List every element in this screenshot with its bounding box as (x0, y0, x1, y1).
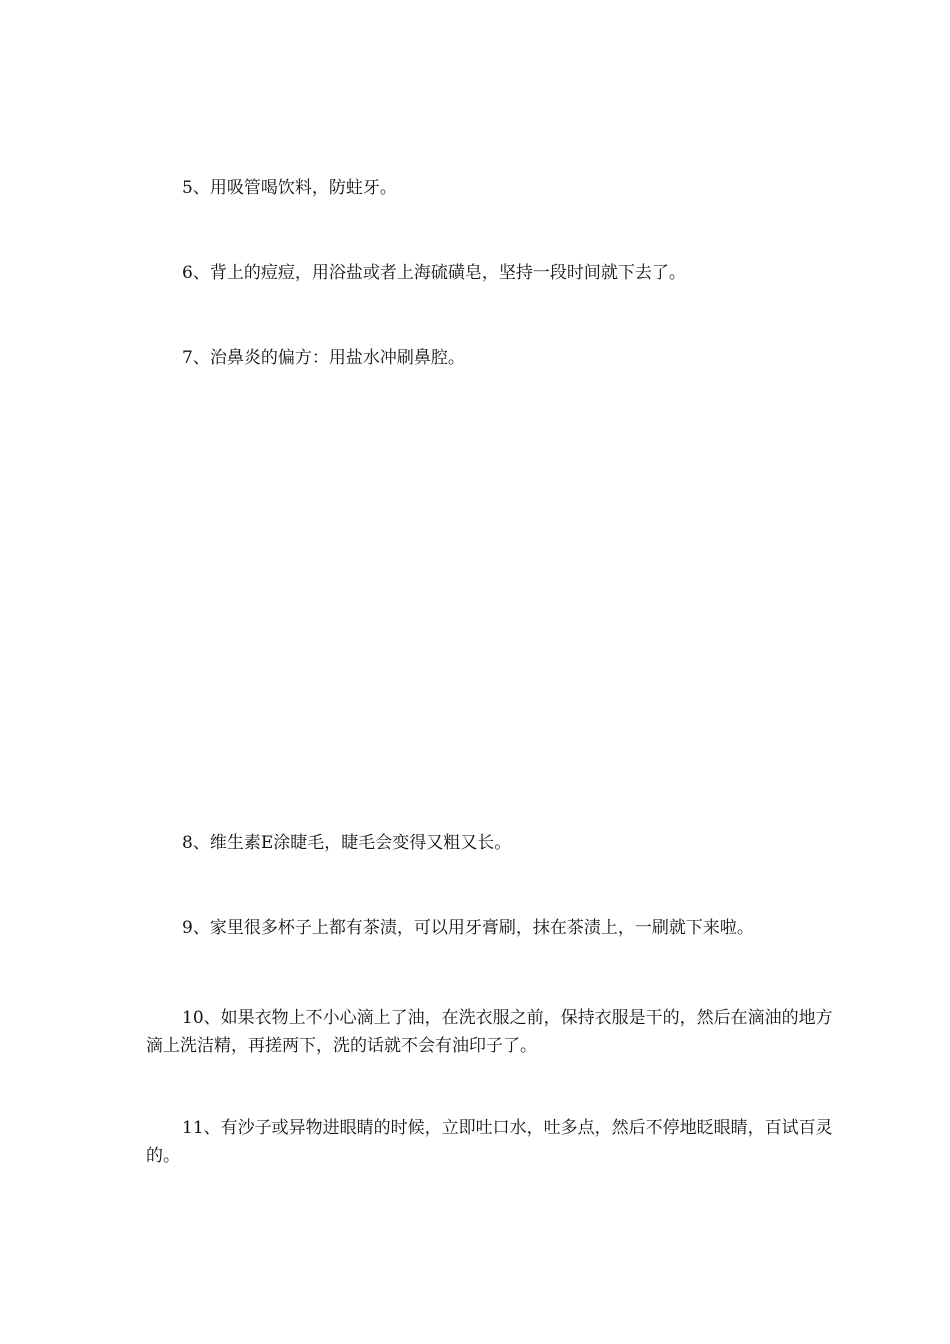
tip-paragraph-10: 10、如果衣物上不小心滴上了油，在洗衣服之前，保持衣服是干的，然后在滴油的地方滴上洗洁精，再搓两下，洗的话就不会有油印子了。 (146, 1008, 833, 1056)
tip-paragraph-11: 11、有沙子或异物进眼睛的时候，立即吐口水，吐多点，然后不停地眨眼睛，百试百灵的。 (146, 1118, 833, 1166)
tip-paragraph-6: 6、背上的痘痘，用浴盐或者上海硫磺皂，坚持一段时间就下去了。 (182, 263, 686, 283)
tip-paragraph-7: 7、治鼻炎的偏方：用盐水冲刷鼻腔。 (182, 348, 465, 368)
tip-paragraph-8: 8、维生素E涂睫毛，睫毛会变得又粗又长。 (182, 833, 512, 853)
tip-paragraph-5: 5、用吸管喝饮料，防蛀牙。 (182, 178, 397, 198)
tip-paragraph-9: 9、家里很多杯子上都有茶渍，可以用牙膏刷，抹在茶渍上，一刷就下来啦。 (182, 918, 754, 938)
